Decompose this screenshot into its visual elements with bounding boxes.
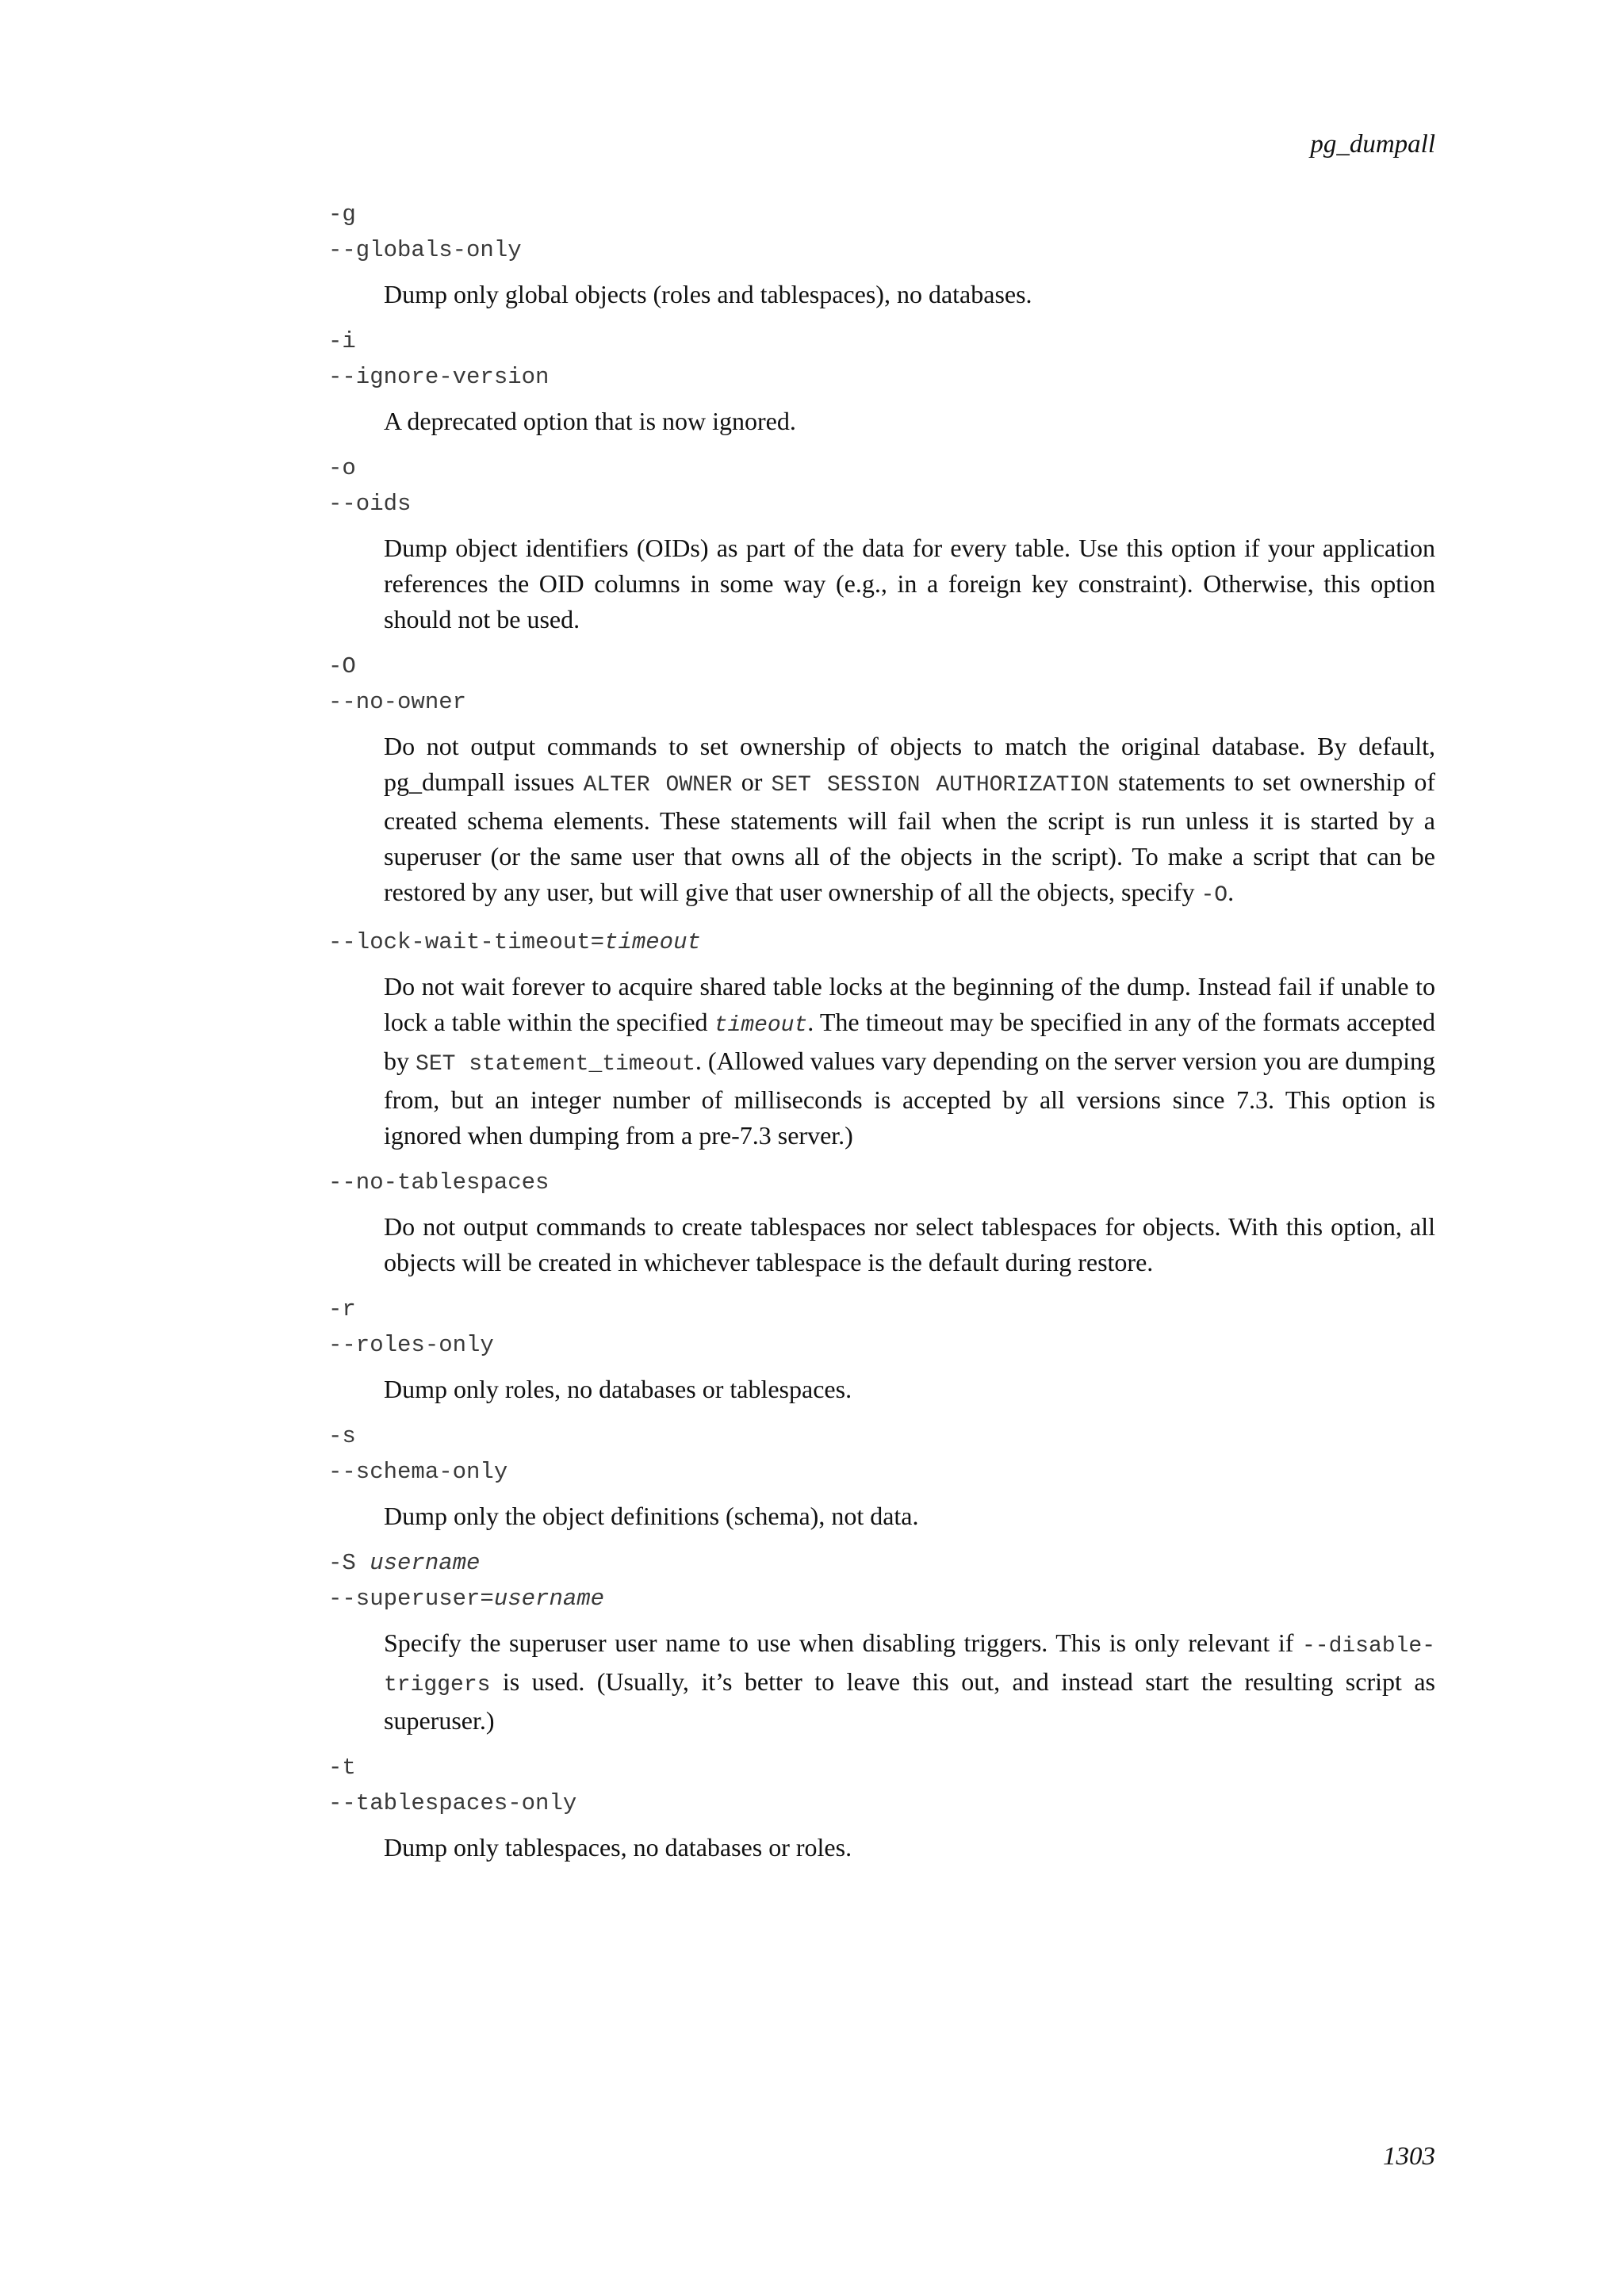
inline-code: SET SESSION AUTHORIZATION [771, 773, 1109, 798]
option-long: --globals-only [328, 237, 522, 263]
option-argument: username [493, 1586, 605, 1612]
option-long: --no-tablespaces [328, 1169, 550, 1196]
description-text: Do not output commands to set ownership of objects to match the original database. By default, pg_dumpall issues [384, 732, 1435, 796]
option-long-text: --superuser= [328, 1586, 494, 1612]
running-head-title: pg_dumpall [1310, 130, 1435, 159]
option-long: --schema-only [328, 1459, 508, 1485]
description-text: Do not wait forever to acquire shared table locks at the beginning of the dump. Instead fail if unable to lock a table within the specified [384, 972, 1435, 1036]
option-long [328, 924, 1435, 960]
inline-code: --disable-triggers [384, 1634, 1435, 1697]
option-short: -t [328, 1755, 356, 1781]
option-long [328, 1581, 1435, 1617]
option-schema-only [328, 1418, 1435, 1534]
option-short [328, 1545, 1435, 1581]
description-text: . [1228, 878, 1235, 906]
option-long: --no-owner [328, 689, 467, 715]
option-short: -i [328, 328, 356, 354]
inline-code: ALTER OWNER [583, 773, 733, 798]
option-short: -r [328, 1296, 356, 1322]
option-short: -g [328, 201, 356, 228]
option-long: --roles-only [328, 1332, 494, 1358]
option-superuser [328, 1545, 1435, 1739]
description-text: is used. (Usually, it’s better to leave this out, and instead start the resulting script as superuser.) [384, 1667, 1435, 1735]
inline-code: SET statement_timeout [416, 1052, 695, 1077]
option-description [384, 729, 1435, 913]
option-list [328, 197, 1435, 1877]
description-text: . (Allowed values vary depending on the server version you are dumping from, but an integer number of milliseconds is accepted by all versions since 7.3. This option is ignored when dumping from a pre-7.3 server.) [384, 1047, 1436, 1150]
option-long: --oids [328, 491, 412, 517]
option-globals-only [328, 197, 1435, 312]
option-lock-wait-timeout [328, 924, 1435, 1154]
option-description: Dump only roles, no databases or tablespaces. [384, 1375, 852, 1403]
inline-code: timeout [714, 1013, 808, 1038]
option-description [384, 1625, 1435, 1739]
option-ignore-version [328, 323, 1435, 439]
option-short: -O [328, 653, 356, 679]
option-short: -s [328, 1423, 356, 1449]
option-description: Dump only the object definitions (schema), not data. [384, 1502, 919, 1530]
option-argument: timeout [604, 929, 701, 955]
option-description: Dump object identifiers (OIDs) as part of the data for every table. Use this option if your application references the OID columns in some way (e.g., in a foreign key constraint). Otherwise, this option should not be used. [384, 534, 1435, 633]
option-long-text: --lock-wait-timeout= [328, 929, 605, 955]
page-number: 1303 [1383, 2142, 1435, 2171]
option-description: Do not output commands to create tablespaces nor select tablespaces for objects. With this option, all objects will be created in whichever tablespace is the default during restore. [384, 1212, 1435, 1276]
description-text: . The timeout may be specified in any of the formats accepted by [384, 1008, 1436, 1075]
option-description: Dump only tablespaces, no databases or roles. [384, 1833, 852, 1862]
inline-code: -O [1201, 883, 1228, 908]
option-no-owner [328, 649, 1435, 913]
description-text: statements to set ownership of created schema elements. These statements will fail when the script is run unless it is started by a superuser (or the same user that owns all of the objects in the script). To make a script that can be restored by any user, but will give that user ownership of all the objects, specify [384, 767, 1436, 906]
option-oids [328, 450, 1435, 637]
option-short: -o [328, 455, 356, 481]
option-long: --ignore-version [328, 364, 550, 390]
option-roles-only [328, 1292, 1435, 1407]
option-no-tablespaces [328, 1165, 1435, 1280]
option-description: A deprecated option that is now ignored. [384, 407, 796, 435]
description-text: or [732, 767, 772, 796]
option-short-text: -S [328, 1550, 370, 1576]
option-long: --tablespaces-only [328, 1790, 577, 1816]
option-argument: username [370, 1550, 481, 1576]
option-tablespaces-only [328, 1750, 1435, 1866]
option-description: Dump only global objects (roles and tablespaces), no databases. [384, 280, 1032, 308]
option-description [384, 969, 1435, 1154]
description-text: Specify the superuser user name to use when disabling triggers. This is only relevant if [384, 1628, 1302, 1657]
